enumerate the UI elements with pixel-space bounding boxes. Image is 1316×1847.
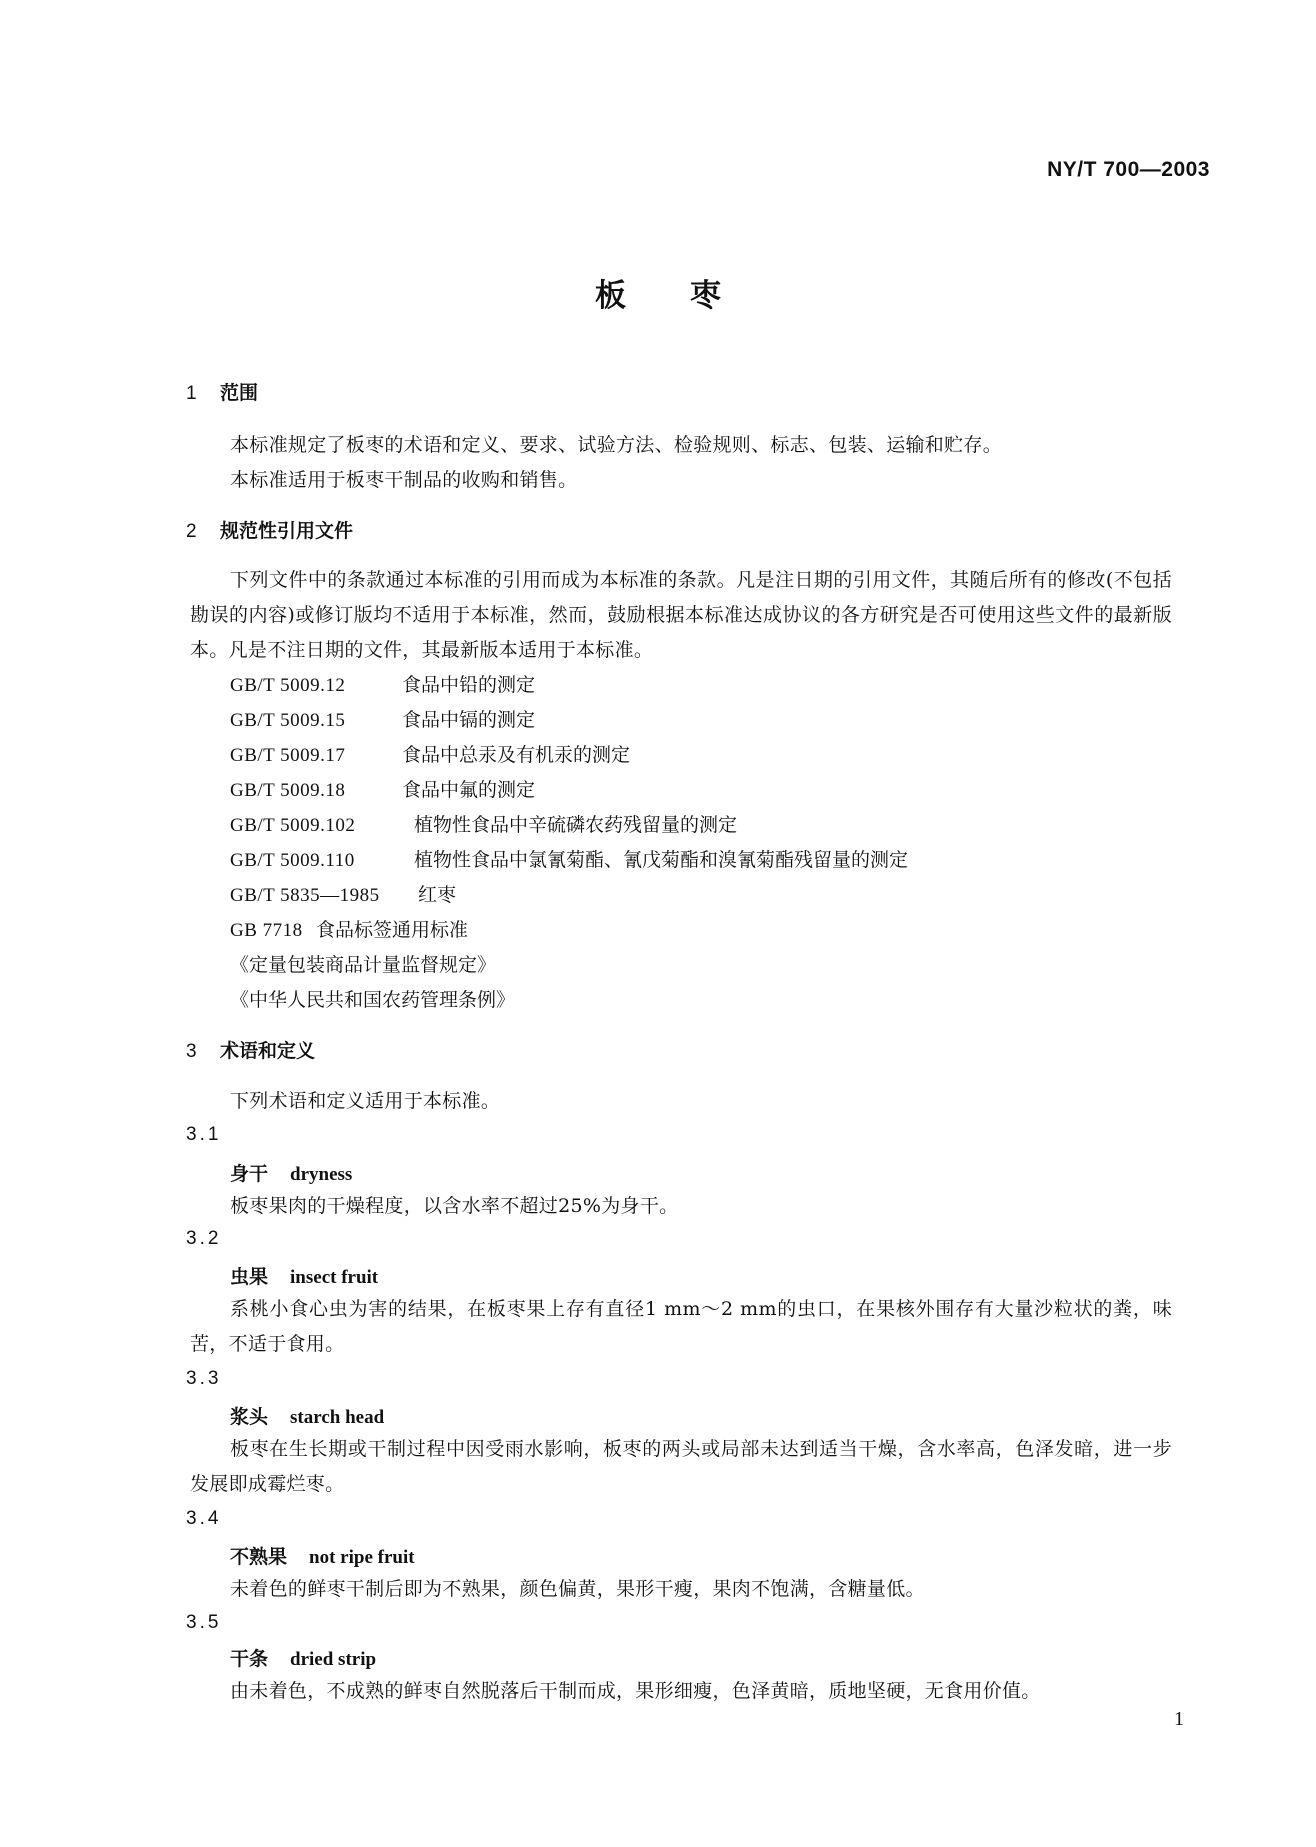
section-title: 规范性引用文件 (220, 520, 354, 542)
reference-code: GB/T 5009.15 (230, 710, 346, 731)
reference-code: GB/T 5009.110 (230, 850, 355, 871)
section-1-para-2: 本标准适用于板枣干制品的收购和销售。 (230, 469, 578, 491)
section-title: 范围 (220, 382, 259, 404)
reference-code: GB/T 5009.17 (230, 745, 346, 766)
reference-title: 《中华人民共和国农药管理条例》 (230, 989, 516, 1011)
reference-item (230, 810, 737, 837)
reference-code: GB/T 5835—1985 (230, 885, 380, 906)
section-3-intro: 下列术语和定义适用于本标准。 (230, 1090, 501, 1112)
term-zh: 身干 (230, 1163, 269, 1185)
term-definition: 未着色的鲜枣干制后即为不熟果，颜色偏黄，果形干瘦，果肉不饱满，含糖量低。 (230, 1578, 925, 1600)
reference-item (230, 915, 468, 942)
term-en: starch head (290, 1407, 385, 1428)
title-char-2: 枣 (690, 278, 721, 314)
term-zh: 干条 (230, 1648, 269, 1670)
term-definition: 板枣在生长期或干制过程中因受雨水影响，板枣的两头或局部未达到适当干燥，含水率高，色泽发暗，进一步发展即成霉烂枣。 (190, 1438, 1172, 1495)
section-2-para: 下列文件中的条款通过本标准的引用而成为本标准的条款。凡是注日期的引用文件，其随后所有的修改(不包括勘误的内容)或修订版均不适用于本标准，然而，鼓励根据本标准达成协议的各方研究是否可使用这些文件的最新版本。凡是不注日期的文件，其最新版本适用于本标准。 (190, 569, 1172, 661)
section-1-para-1: 本标准规定了板枣的术语和定义、要求、试验方法、检验规则、标志、包装、运输和贮存。 (230, 434, 1003, 456)
standard-number: NY/T 700—2003 (1047, 158, 1210, 181)
reference-item (230, 950, 496, 977)
term-number: 3.4 (186, 1508, 222, 1529)
term-zh: 虫果 (230, 1266, 269, 1288)
term-number: 3.3 (186, 1368, 222, 1389)
section-1-heading (186, 378, 258, 405)
section-number: 3 (186, 1041, 197, 1062)
term-definition: 由未着色，不成熟的鲜枣自然脱落后干制而成，果形细瘦，色泽黄暗，质地坚硬，无食用价值。 (230, 1680, 1041, 1702)
reference-code: GB/T 5009.12 (230, 675, 346, 696)
reference-title: 食品中总汞及有机汞的测定 (402, 744, 631, 766)
section-number: 2 (186, 521, 197, 542)
term-number: 3.1 (186, 1124, 222, 1145)
reference-title: 食品中镉的测定 (402, 709, 536, 731)
page-title (0, 270, 1316, 315)
reference-title: 红枣 (418, 884, 457, 906)
term-heading (230, 1159, 352, 1186)
term-definition: 系桃小食心虫为害的结果，在板枣果上存有直径1 mm～2 mm的虫口，在果核外围存有大量沙粒状的粪，味苦，不适于食用。 (190, 1298, 1172, 1355)
term-heading (230, 1644, 376, 1671)
term-number: 3.2 (186, 1228, 222, 1249)
term-definition: 板枣果肉的干燥程度，以含水率不超过25%为身干。 (230, 1195, 679, 1217)
reference-title: 植物性食品中氯氰菊酯、氰戊菊酯和溴氰菊酯残留量的测定 (414, 849, 909, 871)
reference-title: 《定量包装商品计量监督规定》 (230, 954, 497, 976)
term-en: insect fruit (290, 1267, 379, 1288)
term-zh: 不熟果 (230, 1546, 288, 1568)
term-zh: 浆头 (230, 1406, 269, 1428)
reference-item (230, 670, 535, 697)
term-heading (230, 1262, 378, 1289)
term-heading (230, 1542, 415, 1569)
title-char-1: 板 (595, 278, 626, 314)
reference-code: GB 7718 (230, 920, 303, 941)
reference-title: 植物性食品中辛硫磷农药残留量的测定 (414, 814, 738, 836)
term-heading (230, 1402, 384, 1429)
reference-item (230, 775, 535, 802)
reference-item (230, 985, 515, 1012)
reference-title: 食品中铅的测定 (402, 674, 536, 696)
section-number: 1 (186, 383, 197, 404)
term-en: dried strip (290, 1649, 377, 1670)
section-2-heading (186, 516, 353, 543)
section-3-heading (186, 1036, 315, 1063)
page-number: 1 (1174, 1708, 1184, 1730)
reference-item (230, 740, 630, 767)
reference-item (230, 845, 908, 872)
section-title: 术语和定义 (220, 1040, 316, 1062)
reference-item (230, 880, 456, 907)
reference-title: 食品标签通用标准 (316, 919, 469, 941)
reference-code: GB/T 5009.102 (230, 815, 356, 836)
term-number: 3.5 (186, 1612, 222, 1633)
reference-title: 食品中氟的测定 (402, 779, 536, 801)
term-en: not ripe fruit (309, 1547, 415, 1568)
reference-item (230, 705, 535, 732)
term-en: dryness (290, 1164, 353, 1185)
reference-code: GB/T 5009.18 (230, 780, 346, 801)
